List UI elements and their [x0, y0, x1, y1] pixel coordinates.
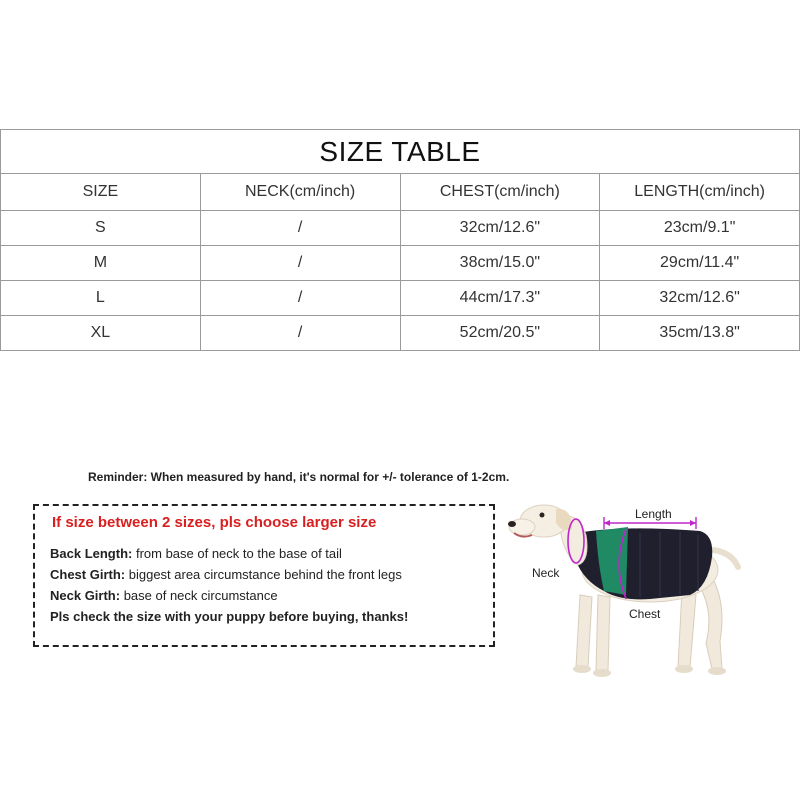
size-advice-headline: If size between 2 sizes, pls choose larger size [52, 514, 377, 531]
tolerance-reminder: Reminder: When measured by hand, it's normal for +/- tolerance of 1-2cm. [88, 470, 510, 484]
cell-size: XL [1, 316, 201, 351]
back-length-term: Back Length: [50, 546, 133, 561]
size-table [0, 129, 800, 351]
cell-length: 23cm/9.1" [600, 211, 800, 246]
table-row [1, 246, 800, 281]
back-length-note [50, 546, 342, 561]
chest-girth-desc: biggest area circumstance behind the front legs [125, 567, 402, 582]
cell-neck: / [200, 211, 400, 246]
back-length-desc: from base of neck to the base of tail [132, 546, 342, 561]
dog-illustration [500, 495, 800, 695]
chest-girth-term: Chest Girth: [50, 567, 126, 582]
length-label: Length [635, 507, 672, 521]
cell-length: 35cm/13.8" [600, 316, 800, 351]
cell-neck: / [200, 281, 400, 316]
neck-label: Neck [532, 566, 560, 580]
neck-girth-desc: base of neck circumstance [120, 588, 278, 603]
neck-girth-note [50, 588, 278, 603]
cell-length: 32cm/12.6" [600, 281, 800, 316]
chest-girth-note [50, 567, 402, 582]
chest-label: Chest [629, 607, 661, 621]
cell-chest: 32cm/12.6" [400, 211, 600, 246]
table-row [1, 316, 800, 351]
header-neck: NECK(cm/inch) [200, 174, 400, 211]
measurement-notes-box [33, 504, 495, 647]
table-row [1, 281, 800, 316]
closing-note: Pls check the size with your puppy before buying, thanks! [50, 609, 409, 624]
cell-neck: / [200, 246, 400, 281]
cell-chest: 52cm/20.5" [400, 316, 600, 351]
cell-size: L [1, 281, 201, 316]
table-header-row [1, 174, 800, 211]
dog-measurement-figure [500, 495, 800, 695]
header-chest: CHEST(cm/inch) [400, 174, 600, 211]
cell-neck: / [200, 316, 400, 351]
table-row [1, 211, 800, 246]
cell-chest: 44cm/17.3" [400, 281, 600, 316]
cell-size: S [1, 211, 201, 246]
table-title: SIZE TABLE [1, 130, 800, 174]
neck-girth-term: Neck Girth: [50, 588, 121, 603]
cell-chest: 38cm/15.0" [400, 246, 600, 281]
header-size: SIZE [1, 174, 201, 211]
cell-length: 29cm/11.4" [600, 246, 800, 281]
cell-size: M [1, 246, 201, 281]
header-length: LENGTH(cm/inch) [600, 174, 800, 211]
